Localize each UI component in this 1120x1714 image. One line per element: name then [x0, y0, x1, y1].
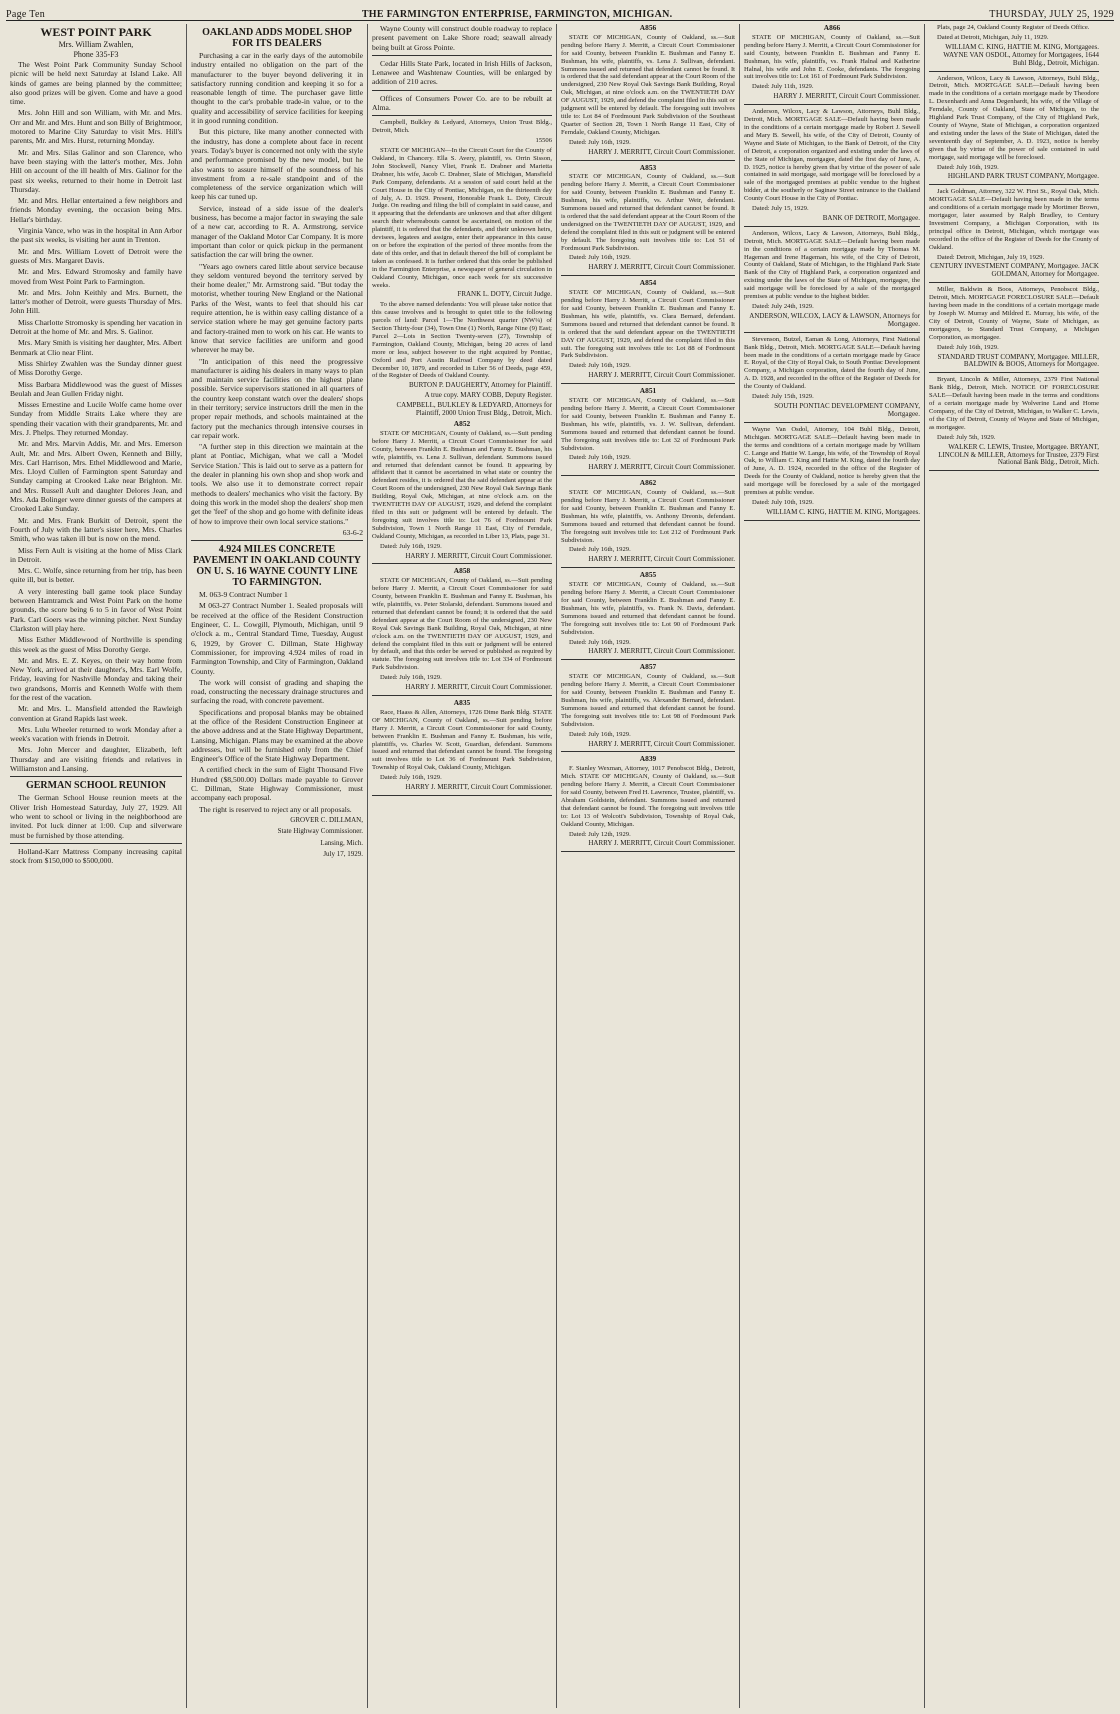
divider [372, 55, 552, 56]
news-paragraph: Mr. and Mrs. William Lovett of Detroit were the guests of Mrs. Margaret Davis. [10, 246, 182, 265]
notice-subject: To the above named defendants: You will please take notice that this cause involves and is brought to quiet title to the following parcels of land: Parcel 1—The Northwest quarter (NW¼) of Section Thirty-four (34), Town One (1) North, Range Nine (9) East; Parcel 2—Lots in Section Twenty-seven (27), Township of Farmington, Oakland County, Michigan, being 20 acres of land more or less, subject however to the right acquired by Pontiac, Oxford and Port Austin Railroad Company by deed dated December 10, 1879, and recorded in Liber 56 of Deeds, page 459, of the Register of Deeds of Oakland County. [372, 301, 552, 380]
correspondent-byline: Mrs. William Zwahlen, [58, 40, 134, 49]
reunion-heading: GERMAN SCHOOL REUNION [25, 780, 166, 792]
pavement-heading: 4.924 MILES CONCRETE PAVEMENT IN OAKLAND COUNTY ON U. S. 16 WAYNE COUNTY LINE TO FARMINGTON. [192, 544, 362, 589]
notice-signature: SOUTH PONTIAC DEVELOPMENT COMPANY, Mortgagee. [774, 401, 920, 418]
notice-body: Anderson, Wilcox, Lacy & Lawson, Attorneys, Buhl Bldg., Detroit, Mich. MORTGAGE SALE—Default having been made in the conditions of a certain mortgage made by Robert J. Sewell and Mary B. Sewell, his wife, of the City of Detroit, County of Wayne and State of Michigan, to the Bank of Detroit, of the City of Detroit, a corporation organized and existing under the laws of the State of Michigan, mortgagee, dated the first day of June, A. D. 1925, notice is hereby given that by virtue of the power of sale contained in said mortgage, said mortgage will be foreclosed by a sale of the mortgaged premises at public vendue to the highest bidder, at the southerly or Saginaw Street entrance to the Oakland County Court House in the City of Pontiac. [744, 108, 920, 203]
notice-date: Dated: July 16th, 1929. [569, 638, 631, 646]
divider [10, 776, 182, 777]
signer-date: July 17, 1929. [323, 849, 363, 858]
notice-attorneys: Campbell, Bulkley & Ledyard, Attorneys, Union Trust Bldg., Detroit, Mich. [372, 119, 552, 135]
notice-date: Dated: July 16th, 1929. [380, 774, 442, 782]
notice-signature: HARRY J. MERRITT, Circuit Court Commissioner. [588, 555, 735, 564]
divider [372, 795, 552, 796]
west-point-park-news [10, 60, 182, 773]
column-oakland-model-shop [187, 24, 368, 1708]
notice-signature: CENTURY INVESTMENT COMPANY, Mortgagee. JACK GOLDMAN, Attorney for Mortgagee. [930, 262, 1099, 279]
column-west-point-park [6, 24, 187, 1708]
divider [191, 540, 363, 541]
legal-notice [744, 426, 920, 521]
notice-signature: HARRY J. MERRITT, Circuit Court Commissioner. [588, 263, 735, 272]
notice-number: A854 [639, 278, 657, 288]
cedar-hills-item: Cedar Hills State Park, located in Irish Hills of Jackson, Lenawee and Washtenaw Counties, will be enlarged by addition of 210 acres. [372, 58, 552, 87]
article-paragraph: Service, instead of a side issue of the dealer's business, has become a major factor in swaying the sale of a new car, according to R. A. Armstrong, service manager of the Oakland Motor Car Company. It is more important than color or quick pickup in the permanent satisfaction the car will bring the owner. [191, 203, 363, 260]
notice-date: Dated: July 16th, 1929. [569, 454, 631, 462]
news-paragraph: Mr. and Mrs. Frank Burkitt of Detroit, spent the Fourth of July with the latter's sister here, Mrs. Charles Smith, who was taken ill but is now on the mend. [10, 515, 182, 544]
legal-notice [744, 230, 920, 333]
notice-body: Wayne Van Osdol, Attorney, 104 Buhl Bldg., Detroit, Michigan. MORTGAGE SALE—Default having been made in the terms and conditions of a certain mortgage made by William C. Lange and Hattie W. Lange, his wife, of the Township of Royal Oak, to William C. King and Hattie M. King, dated the fourth day of June, A. D. 1924, recorded in the office of the Register of Deeds for the County of Oakland, notice is hereby given that the said mortgage will be foreclosed by a sale of the mortgaged premises at public vendue. [744, 425, 920, 497]
divider [929, 71, 1099, 72]
newspaper-title: THE FARMINGTON ENTERPRISE, FARMINGTON, MICHIGAN. [361, 9, 673, 20]
reunion-text: The German School House reunion meets at the Oliver Irish Homestead Saturday, July 27, 1929. All who went to school or living in the neighborhood are invited. Pot luck dinner at 1:00. Cup and silverware must be furnished by those attending. [10, 793, 182, 840]
divider [744, 226, 920, 227]
legal-notice [561, 755, 735, 852]
notice-date: Dated: July 15th, 1929. [752, 393, 814, 401]
notice-body: STATE OF MICHIGAN, County of Oakland, ss.—Suit pending before Harry J. Merritt, a Circuit Court Commissioner for said County, between Franklin E. Bushman and Fanny E. Bushman, his wife, plaintiffs, vs. Peter Stolarski, defendant. Summons issued and returned that defendant cannot be found; it is ordered that the said defendant appear at the Court Room of the undersigned, 230 New Royal Oak Savings Bank Building, Royal Oak, Michigan, at nine o'clock a.m. on the TWENTIETH DAY OF AUGUST, 1929, and defend the complaint filed in this suit or judgment will be entered by default, and that this order be served or published as required by statute. The foregoing suit involves title to: Lot 334 of Fordmount Park Subdivision. [372, 577, 552, 672]
notice-body: STATE OF MICHIGAN, County of Oakland, ss.—Suit pending before Harry J. Merritt, a Circuit Court Commissioner for said County, between Franklin E. Bushman and Fanny E. Bushman, his wife, plaintiffs, vs. Frank N. Davis, defendant. Summons issued and returned that defendant cannot be found. The foregoing suit involves title to: Lot 90 of Fordmount Park Subdivision. [561, 581, 735, 636]
news-paragraph: The West Point Park Community Sunday School picnic will be held next Saturday at Island Lake. All kinds of games are being planned by the committee; also good prizes will be given. Come and have a good time. [10, 60, 182, 107]
legal-notice [929, 75, 1099, 186]
notice-date: Dated: July 16th, 1929. [937, 163, 999, 171]
notice-date: Dated at Detroit, Michigan, July 11, 1929. [937, 33, 1049, 41]
news-paragraph: Mr. and Mrs. Silas Galinor and son Clarence, who have been staying with the latter's mother, Mrs. John Hill on account of the ill health of Mrs. Galinor for the past six weeks, returned to their home in Detroit last Thursday. [10, 147, 182, 194]
legal-notice [744, 24, 920, 105]
news-paragraph: Miss Shirley Zwahlen was the Sunday dinner guest of Miss Dorothy Gerge. [10, 358, 182, 378]
column-legal-notices-4 [925, 24, 1103, 1708]
notice-number: A839 [639, 754, 657, 764]
notice-paragraph: M 063-27 Contract Number 1. Sealed proposals will be received at the office of the Resident Construction Engineer, C. L. Cowgill, Plymouth, Michigan, until 9 o'clock a. m., Central Standard Time, Tuesday, August 6, 1929, by Grover C. Dillman, State Highway Commissioner, for improving 4.924 miles of road in Farmington Township, and City of Farmington, Oakland County. [191, 601, 363, 676]
oakland-article [191, 51, 363, 526]
notice-date: Dated: Detroit, Michigan, July 19, 1929. [937, 253, 1045, 261]
divider [561, 475, 735, 476]
attorney-signature: BURTON P. DAUGHERTY, Attorney for Plaintiff. [408, 381, 552, 390]
notice-signature: HARRY J. MERRITT, Circuit Court Commissioner. [405, 551, 552, 560]
divider [744, 332, 920, 333]
notice-signature: HARRY J. MERRITT, Circuit Court Commissioner. [405, 783, 552, 792]
notice-body: STATE OF MICHIGAN—In the Circuit Court for the County of Oakland, in Chancery. Ella S. Avery, plaintiff, vs. Orrin Sisson, John Stockwell, Nancy Vliet, Frank E. Drabner and Marietta Drabner, his wife, Jacob C. Drabner, Slate of Michigan, Mansfield Park Company, defendants. At a session of said court held at the Court House in the City of Pontiac, Michigan, on the thirteenth day of July, A. D. 1929. Present, Honorable Frank L. Doty, Circuit Judge. On reading and filing the bill of complaint in said cause, and it appearing that the defendants are unknown and that after diligent search their whereabouts cannot be ascertained, on motion of the plaintiff, it is ordered that the defendants, and their unknown heirs, devisees, legatees and assigns, enter their appearance in this cause on or before the expiration of the period of three months from the date of this order, and that in default thereof the bill of complaint be taken as confessed. It is further ordered that this order be published in the Farmington Enterprise, a newspaper of general circulation in Oakland County, Michigan, once each week for six successive weeks. [372, 147, 552, 289]
page-number: Page Ten [6, 9, 46, 20]
notice-body: Race, Haass & Allen, Attorneys, 1726 Dime Bank Bldg. STATE OF MICHIGAN, County of Oakland, ss.—Suit pending before Harry J. Merritt, a Circuit Court Commissioner for said County, between Franklin E. Bushman and Fanny E. Bushman, his wife, plaintiffs, vs. Charles W. Scott, Guardian, defendant. Summons issued and returned that defendant cannot be found. The foregoing suit involves title to Lot 36 of Fordmount Park Subdivision, Township of Royal Oak, Oakland County, Michigan. [372, 708, 552, 772]
article-paragraph: Purchasing a car in the early days of the automobile industry entailed no obligation on the part of the manufacturer to the buyer beyond delivering it in satisfactory running condition and keeping it so for a reasonable length of time. The purchaser gave little thought to the car's probable trade-in value, or to the quality and accessibility of service facilities for keeping it in good running condition. [191, 51, 363, 126]
news-paragraph: Mr. and Mrs. Edward Stromosky and family have moved from West Point Park to Farmington. [10, 267, 182, 286]
consumers-power-item: Offices of Consumers Power Co. are to be rebuilt at Alma. [372, 93, 552, 113]
news-paragraph: Mrs. C. Wolfe, since returning from her trip, has been quite ill, but is better. [10, 566, 182, 585]
news-paragraph: Mr. and Mrs. Hellar entertained a few neighbors and friends Monday evening, the occasion being Mrs. Hellar's birthday. [10, 196, 182, 224]
legal-notice [561, 571, 735, 660]
oakland-heading: OAKLAND ADDS MODEL SHOP FOR ITS DEALERS [202, 27, 352, 49]
holland-item: Holland-Karr Mattress Company increasing capital stock from $150,000 to $500,000. [10, 846, 182, 866]
article-paragraph: "A further step in this direction we maintain at the plant at Pontiac, Michigan, what we call a 'Model Service Station.' This is laid out to serve as a pattern for the dealer in planning his own shop and shop work and tools. We also use it to demonstrate correct repair methods to dealers' mechanics who visit the factory. By doing this work in the model shop the dealers' shop men get the 'feel' of the shop and go home with definite ideas of how to improve their own local service stations." [191, 442, 363, 526]
notice-number: A852 [453, 419, 471, 428]
divider [561, 567, 735, 568]
notice-body: Anderson, Wilcox, Lacy & Lawson, Attorneys, Buhl Bldg., Detroit, Mich. MORTGAGE SALE—Default having been made in the conditions of a certain mortgage made by Thomas M. Hageman and Irene Hageman, his wife, of the City of Detroit, County of Oakland, State of Michigan, to the Highland Park State Bank of the City of Highland Park, a corporation organized and existing under the laws of the State of Michigan, mortgagee, the said mortgage will be foreclosed by a sale of the mortgaged premises at public vendue to the highest bidder. [744, 229, 920, 301]
notice-date: Dated: July 16th, 1929. [569, 138, 631, 146]
notice-date: Dated: July 16th, 1929. [380, 674, 442, 682]
notice-date: Dated: July 16th, 1929. [937, 343, 999, 351]
divider [10, 843, 182, 844]
notice-date: Dated: July 10th, 1929. [752, 498, 814, 506]
chancery-notice [372, 119, 552, 418]
notice-number: A856 [639, 24, 657, 32]
divider [561, 160, 735, 161]
notice-date: Dated: July 24th, 1929. [752, 303, 814, 310]
divider [372, 695, 552, 696]
notice-paragraph: The work will consist of grading and shaping the road, constructing the necessary drainage structures and surfacing the road, with concrete pavement. [191, 677, 363, 706]
news-paragraph: Miss Charlotte Stromosky is spending her vacation in Detroit at the home of Mr. and Mrs. S. Galinor. [10, 317, 182, 337]
notice-signature: HARRY J. MERRITT, Circuit Court Commissioner. [773, 92, 920, 101]
notice-signature: HARRY J. MERRITT, Circuit Court Commissioner. [588, 739, 735, 748]
news-paragraph: Mrs. John Hill and son William, with Mr. and Mrs. Orr and Mr. and Mrs. Hunt and son Billy of Brightmoor, motored to Marine City Saturday to visit Mrs. Hill's parents, Mr. and Mrs. Hurst, returning Monday. [10, 108, 182, 146]
notice-signature: BANK OF DETROIT, Mortgagee. [822, 213, 920, 222]
suit-notices [372, 420, 552, 796]
notice-signature: WALKER C. LEWIS, Trustee, Mortgagee. BRYANT, LINCOLN & MILLER, Attorneys for Trustee, 2379 First National Bank Bldg., Detroit, Mich. [938, 442, 1099, 467]
article-paragraph: "Years ago owners cared little about service because they seldom ventured beyond the territory served by their home dealer," Mr. Armstrong said. "But today the motorist, whether touring New England or the National Parks of the West, wants to feel that should his car require attention, he is within easy calling distance of a service station where he may get genuine factory parts and factory-trained men to work on his car. He wants to know that service facilities are uniform and good wherever he may be. [191, 261, 363, 355]
notice-body: Bryant, Lincoln & Miller, Attorneys, 2379 First National Bank Bldg., Detroit, Mich. NOTICE OF FORECLOSURE SALE—Default having been made in the terms and conditions of a certain mortgage made by Wolverine Land and Home Company, of the City of Detroit, Michigan, to Walker C. Lewis, of the City of Detroit, County of Wayne and State of Michigan, as mortgagee. [929, 376, 1099, 431]
notice-date: Dated: July 16th, 1929. [569, 546, 631, 554]
contract-number: M. 063-9 Contract Number 1 [199, 590, 288, 600]
notice-signature: STANDARD TRUST COMPANY, Mortgagee. MILLER, BALDWIN & BOOS, Attorneys for Mortgagee. [937, 352, 1099, 369]
notice-body: STATE OF MICHIGAN, County of Oakland, ss.—Suit pending before Harry J. Merritt, a Circuit Court Commissioner for said County, between Franklin E. Bushman and Fanny E. Bushman, his wife, plaintiffs, vs. Arthur Weir, defendant. Summons issued and returned that defendant cannot be found. It is ordered that the said defendant appear at the Court Room of the undersigned on the TWENTIETH DAY OF AUGUST, 1929, and defend the complaint filed in this suit or judgment will be entered by default. The foregoing suit involves title to: Lot 51 of Fordmount Park Subdivision. [561, 173, 735, 252]
divider [561, 851, 735, 852]
news-paragraph: Mr. and Mrs. John Keithly and Mrs. Burnett, the latter's mother of Detroit, were guests Thursday of Mrs. John Hill. [10, 287, 182, 316]
divider [744, 422, 920, 423]
legal-notice [561, 164, 735, 277]
notice-signature: HARRY J. MERRITT, Circuit Court Commissioner. [405, 683, 552, 692]
legal-notice [744, 336, 920, 423]
notice-paragraph: The right is reserved to reject any or all proposals. [199, 804, 352, 814]
notice-body: STATE OF MICHIGAN, County of Oakland, ss.—Suit pending before Harry J. Merritt, a Circuit Court Commissioner for said County, between Franklin E. Bushman and Fanny E. Bushman, his wife, plaintiffs, vs. Lena J. Sullivan, defendant. Summons issued and returned that defendant cannot be found. It is ordered that the said defendant appear at the Court Room of the undersigned, 230 New Royal Oak Savings Bank Building, Royal Oak, Michigan, at nine o'clock a.m. on the TWENTIETH DAY OF AUGUST, 1929, and defend the complaint filed in this suit or judgment will be entered by default. The foregoing suit involves title to: Lot 84 of Fordmount Park Subdivision of the Southeast Quarter of Section 28, Town 1 North Range 11 East, City of Ferndale, Oakland County, Michigan. [561, 33, 735, 136]
notice-body: STATE OF MICHIGAN, County of Oakland, ss.—Suit pending before Harry J. Merritt, a Circuit Court Commissioner for said County, between Franklin E. Bushman and Fanny E. Bushman, his wife, plaintiffs, vs. Alexander Bernard, defendant. Summons issued and returned that defendant cannot be found. The foregoing suit involves title to: Lot 98 of Fordmount Park Subdivision. [561, 673, 735, 728]
signer-place: Lansing, Mich. [320, 838, 363, 847]
campbell-signature: CAMPBELL, BULKLEY & LEDYARD, Attorneys for Plaintiff, 2000 Union Trust Bldg., Detroit, Mich. [396, 401, 552, 418]
notice-signature: WILLIAM C. KING, HATTIE M. KING, Mortgagees. [766, 507, 920, 516]
divider [744, 520, 920, 521]
divider [372, 115, 552, 116]
notice-date: Dated: July 16th, 1929. [380, 542, 442, 550]
notice-body: STATE OF MICHIGAN, County of Oakland, ss.—Suit pending before Harry J. Merritt, a Circuit Court Commissioner for said County, between Franklin E. Bushman and Fanny E. Bushman, his wife, plaintiffs, vs. Lena J. Sullivan, defendant. Summons issued and returned that defendant cannot be found. It appearing by affidavit that it cannot be ascertained in what state or country the defendant resides, it is ordered that the said defendant appear at the Court Room of the undersigned, 230 New Royal Oak Savings Bank Building, Royal Oak, Michigan, at nine o'clock a.m. on the TWENTIETH DAY OF AUGUST, 1929, and defend the complaint filed in this suit or judgment will be entered by default. The foregoing suit involves title to: Lot 76 of Fordmount Park Subdivision, Town 1 North Range 11 East, City of Ferndale, Oakland County, Michigan, as recorded in Liber 13, Plats, page 31. [372, 429, 552, 540]
divider [561, 751, 735, 752]
legal-notice [929, 376, 1099, 471]
legal-notice [372, 567, 552, 696]
news-paragraph: Misses Ernestine and Lucile Wolfe came home over Sunday from Middle Straits Lake where they are spending their vacation with their grandparents, Mr. and Mrs. J. Phelps. They returned Monday. [10, 400, 182, 437]
column-legal-notices-3 [740, 24, 925, 1708]
divider [372, 90, 552, 91]
article-paragraph: But this picture, like many another connected with the industry, has done a complete about face in recent years. Today's buyer is concerned not only with the style and performance promised by the new model, but he also wants to assure himself of the soundness of his investment from a re-sale standpoint and of the completeness of the service organization which will keep his car tuned up. [191, 127, 363, 202]
west-point-park-heading: WEST POINT PARK [40, 25, 152, 39]
news-paragraph: Miss Barbara Middlewood was the guest of Misses Beulah and Jean Gullen Friday night. [10, 379, 182, 398]
notice-date: Dated: July 16th, 1929. [569, 362, 631, 370]
notice-signature: HARRY J. MERRITT, Circuit Court Commissioner. [588, 647, 735, 656]
notice-signature: HARRY J. MERRITT, Circuit Court Commissioner. [588, 371, 735, 380]
notice-body: F. Stanley Wexman, Attorney, 1017 Penobscot Bldg., Detroit, Mich. STATE OF MICHIGAN, County of Oakland, ss.—Suit pending before Harry J. Merritt, a Circuit Court Commissioner for said County, between Fred H. Lawrence, Trustee, plaintiff, vs. Abraham Goldstein, defendant. Summons issued and returned that defendant cannot be found. The foregoing suit involves title to: Lot 13 of Wolcott's Subdivision, Township of Royal Oak, Oakland County, Michigan. [561, 765, 735, 828]
issue-date: THURSDAY, JULY 25, 1929 [989, 9, 1114, 20]
column-legal-notices-2 [557, 24, 740, 1708]
legal-notice [929, 188, 1099, 283]
divider [929, 184, 1099, 185]
news-paragraph: Mr. and Mrs. Marvin Addis, Mr. and Mrs. Emerson Ault, Mr. and Mrs. Albert Owen, Kenneth and Billy, Mrs. Carl Harrison, Mrs. Ethel Middlewood and Marie, Mrs. Lloyd Cullen of Farmington spent Saturday and Sunday camping at Crooked Lake near Brighton. Mr. and Mrs. Russell Ault and daughter Delores Jean, and Mrs. Ada Bolinger were dinner guests of the campers at Crooked Lake Sunday. [10, 439, 182, 514]
notice-date: Dated: July 12th, 1929. [569, 830, 631, 838]
legal-notice [561, 479, 735, 568]
divider [372, 563, 552, 564]
legal-notice [561, 279, 735, 384]
legal-notice [561, 663, 735, 752]
divider [744, 104, 920, 105]
notice-number: 15506 [535, 137, 552, 145]
news-paragraph: Virginia Vance, who was in the hospital in Ann Arbor the past six weeks, is visiting her aunt in Trenton. [10, 226, 182, 245]
divider [929, 282, 1099, 283]
true-copy: A true copy. MARY COBB, Deputy Register. [424, 391, 552, 400]
divider [561, 659, 735, 660]
notice-signature: HIGHLAND PARK TRUST COMPANY, Mortgagee. [947, 172, 1099, 181]
notice-body: STATE OF MICHIGAN, County of Oakland, ss.—Suit pending before Harry J. Merritt, a Circuit Court Commissioner for said County, between Franklin E. Bushman and Fanny E. Bushman, his wife, plaintiffs, vs. Anthony Dreonis, defendant. Summons issued and returned that defendant cannot be found. The foregoing suit involves title to: Lot 212 of Fordmount Park Subdivision. [561, 489, 735, 544]
notice-number: A853 [639, 162, 657, 172]
news-paragraph: Mrs. Mary Smith is visiting her daughter, Mrs. Albert Benmark at Clio near Flint. [10, 338, 182, 357]
legal-notice [372, 699, 552, 796]
notice-signature: ANDERSON, WILCOX, LACY & LAWSON, Attorneys for Mortgagee. [749, 311, 920, 328]
notice-number: A835 [453, 698, 471, 707]
notice-number: A851 [639, 386, 657, 396]
pavement-notice [191, 601, 363, 814]
news-paragraph: Miss Fern Ault is visiting at the home of Miss Clark in Detroit. [10, 545, 182, 564]
news-paragraph: Miss Esther Middlewood of Northville is spending this week as the guest of Miss Dorothy Gerge. [10, 635, 182, 654]
notice-body: STATE OF MICHIGAN, County of Oakland, ss.—Suit pending before Harry J. Merritt, a Circuit Court Commissioner for said County, between Franklin E. Bushman and Fanny E. Bushman, his wife, plaintiffs, vs. Clara Bernard, defendant. Summons issued and returned that defendant cannot be found. It is ordered that the said defendant appear on the TWENTIETH DAY OF AUGUST, 1929, and defend the complaint filed in this suit. The foregoing suit involves title to: Lot 88 of Fordmount Park Subdivision. [561, 289, 735, 360]
notice-body: Anderson, Wilcox, Lacy & Lawson, Attorneys, Buhl Bldg., Detroit, Mich. MORTGAGE SALE—Default having been made in the conditions of a certain mortgage made by Theodore L. Dexenhardt and Anna Degenhardt, his wife, of the Village of Ferndale, County of Oakland, State of Michigan, to the Highland Park Trust Company, of the City of Highland Park, County of Wayne, State of Michigan, a corporation organized and existing under the laws of the State of Michigan, dated the seventeenth day of September, A. D. 1923, notice is hereby given that by virtue of the power of sale contained in said mortgage, said mortgage will be foreclosed. [929, 74, 1099, 161]
news-paragraph: Mrs. Lulu Wheeler returned to work Monday after a week's vacation with friends in Detroit. [10, 724, 182, 744]
news-paragraph: A very interesting ball game took place Sunday between Hamtramck and West Point Park on the home grounds, the score being 6 to 5 in favor of West Point Park. Carl Goers was the winning pitcher. Next Sunday Clarkston will play here. [10, 586, 182, 633]
news-paragraph: Mrs. John Mercer and daughter, Elizabeth, left Thursday and are visiting friends and relatives in Williamston and Lansing. [10, 745, 182, 774]
notice-date: Dated: July 16th, 1929. [569, 730, 631, 738]
news-paragraph: Mr. and Mrs. L. Mansfield attended the Rawleigh convention at Grand Rapids last week. [10, 704, 182, 723]
divider [561, 383, 735, 384]
notice-number: A862 [639, 478, 657, 488]
notice-date: Dated: July 11th, 1929. [752, 83, 814, 91]
notice-number: A866 [823, 24, 841, 32]
legal-notice [929, 286, 1099, 373]
signer-title: State Highway Commissioner. [277, 827, 363, 836]
notice-date: Dated: July 5th, 1929. [937, 433, 996, 441]
notice-body: Plats, page 24, Oakland County Register of Deeds Office. [937, 24, 1090, 31]
notice-signature: HARRY J. MERRITT, Circuit Court Commissioner. [588, 147, 735, 156]
wayne-county-item: Wayne County will construct double roadway to replace present pavement on Lake Shore road; seawall already being built at Gross Pointe. [372, 24, 552, 52]
divider [929, 470, 1099, 471]
notice-body: STATE OF MICHIGAN, County of Oakland, ss.—Suit pending before Harry J. Merritt, a Circuit Court Commissioner for said County, between Franklin E. Bushman and Fanny E. Bushman, his wife, plaintiffs, vs. J. W. Sullivan, defendant. Summons issued and returned that defendant cannot be found. The foregoing suit involves title to: Lot 32 of Fordmount Park Subdivision. [561, 397, 735, 452]
news-paragraph: Mr. and Mrs. E. Z. Keyes, on their way home from New York, arrived at their daughter's, Mrs. Earl Wolfe, Friday, leaving for Nashville Monday and taking their two grandsons, Morris and Kenneth Wolfe with them for the rest of the vacation. [10, 655, 182, 702]
notice-paragraph: A certified check in the sum of Eight Thousand Five Hundred ($8,500.00) Dollars made payable to Grover C. Dillman, State Highway Commissioner, must accompany each proposal. [191, 765, 363, 803]
mortgage-notices [744, 24, 920, 521]
legal-notice [929, 24, 1099, 72]
divider [929, 372, 1099, 373]
notice-signature: HARRY J. MERRITT, Circuit Court Commissioner. [588, 463, 735, 472]
suit-notices [561, 24, 735, 852]
judge-signature: FRANK L. DOTY, Circuit Judge. [457, 290, 552, 299]
notice-body: Stevenson, Butzel, Eaman & Long, Attorneys, First National Bank Bldg., Detroit, Mich. MORTGAGE SALE—Default having been made in the conditions of a certain mortgage made by Grace E. Royal, of the City of Royal Oak, to South Pontiac Development Company, a Michigan corporation, dated the fourth day of June, A. D. 1928, and recorded in the office of the Register of Deeds for the County of Oakland. [744, 335, 920, 391]
legal-notice [561, 387, 735, 476]
notice-paragraph: Specifications and proposal blanks may be obtained at the office of the Resident Construction Engineer at the above address and at the State Highway Department, Lansing, Michigan. Plans may be examined at the above addresses, but will be furnished only from the Chief Engineer's Office of the State Highway Department. [191, 707, 363, 764]
mortgage-notices [929, 24, 1099, 471]
notice-number: A855 [639, 570, 657, 580]
notice-signature: HARRY J. MERRITT, Circuit Court Commissioner. [588, 839, 735, 848]
notice-number: A858 [453, 566, 471, 576]
legal-notice [744, 108, 920, 227]
article-paragraph: "In anticipation of this need the progressive manufacturer is aiding his dealers in many ways to plan and maintain service facilities on the highest plane possible. Service supervisors stationed in all quarters of the country keep constant watch over the dealers' shops in their territory; service instructors drill the men in the proper repair methods, and schools maintained at the factory put the mechanics through intensive courses in car repair work. [191, 356, 363, 440]
legal-notice [561, 24, 735, 161]
divider [561, 275, 735, 276]
notice-date: Dated: July 15, 1929. [752, 205, 809, 213]
masthead [6, 6, 1114, 21]
notice-date: Dated: July 16th, 1929. [569, 254, 631, 262]
correspondent-phone: Phone 335-F3 [73, 50, 119, 59]
notice-body: Jack Goldman, Attorney, 322 W. First St., Royal Oak, Mich. MORTGAGE SALE—Default having been made in the terms and conditions of a certain mortgage made by Mortimer Brown, mortgagor, later assumed by Ralph Bradley, to Century Investment Company, a Michigan Corporation, with its principal office in Detroit, Michigan, which mortgage was recorded in the office of the Register of Deeds for the County of Oakland. [929, 188, 1099, 251]
column-legal-notices-1 [368, 24, 557, 1708]
notice-signature: WILLIAM C. KING, HATTIE M. KING, Mortgagees. WAYNE VAN OSDOL, Attorney for Mortgagees, 1644 Buhl Bldg., Detroit, Michigan. [943, 42, 1099, 67]
notice-body: Miller, Baldwin & Boos, Attorneys, Penobscot Bldg., Detroit, Mich. MORTGAGE FORECLOSURE SALE—Default having been made in the conditions of a certain mortgage made by Joseph W. Murray and Mildred E. Murray, his wife, of the City of Detroit, County of Wayne, State of Michigan, as mortgagors, to Standard Trust Company, a Michigan Corporation, as mortgagee. [929, 286, 1099, 341]
notice-body: STATE OF MICHIGAN, County of Oakland, ss.—Suit pending before Harry J. Merritt, a Circuit Court Commissioner for said County, between Franklin E. Bushman and Fanny E. Bushman, his wife, plaintiffs, vs. Frank Halnal and Katherine Halnal, his wife and John E. Cooke, defendants. The foregoing suit involves title to: Lot 161 of Fordmount Park Subdivision. [744, 33, 920, 81]
legal-code: 63-6-2 [342, 527, 363, 537]
columns [6, 24, 1114, 1708]
notice-number: A857 [639, 662, 657, 672]
signer-name: GROVER C. DILLMAN, [290, 815, 363, 824]
legal-notice [372, 420, 552, 564]
